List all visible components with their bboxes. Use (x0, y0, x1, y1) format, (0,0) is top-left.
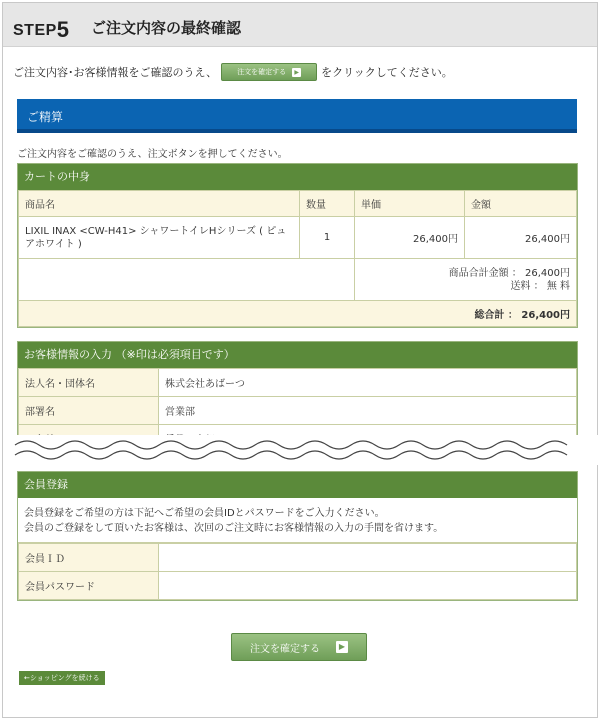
total-row (19, 301, 577, 327)
col-qty: 数量 (300, 191, 355, 217)
member-title: 会員登録 (18, 472, 577, 498)
subtotal-cell (355, 259, 577, 301)
step-header (3, 3, 597, 47)
step-label (13, 15, 70, 41)
member-panel (17, 471, 578, 601)
row-value: 営業部 (159, 397, 577, 425)
table-row (19, 544, 577, 572)
member-table (18, 543, 577, 600)
instruction-text: ご注文内容をご確認のうえ、注文ボタンを押してください。 (17, 149, 288, 160)
subtotal-spacer (19, 259, 355, 301)
product-name: LIXIL INAX <CW-H41> シャワートイレHシリーズ ( ピュアホワイト ) (19, 217, 300, 259)
total-label: 総合計 ： (474, 310, 518, 321)
subtotal-value: 26,400円 (525, 267, 570, 279)
member-id-field[interactable] (159, 544, 577, 572)
cart-table (18, 190, 577, 327)
cart-panel (17, 163, 578, 328)
quantity: 1 (300, 217, 355, 259)
step-text: STEP (13, 22, 57, 39)
play-icon: ▶ (336, 641, 348, 653)
page-frame (2, 2, 598, 718)
amount: 26,400円 (465, 217, 577, 259)
inline-confirm-button[interactable] (221, 63, 317, 81)
col-amount: 金額 (465, 191, 577, 217)
play-icon: ▶ (292, 68, 301, 77)
intro-after: をクリックしてください。 (321, 66, 453, 79)
section-title: ご精算 (27, 110, 64, 124)
member-text-2: 会員のご登録をして頂いたお客様は、次回のご注文時にお客様情報の入力の手間を省けます。 (24, 523, 444, 534)
total-value: 26,400円 (521, 310, 570, 321)
wave-divider-icon (3, 435, 599, 465)
continue-shopping-button[interactable] (19, 671, 105, 685)
row-value: 株式会社あばーつ (159, 369, 577, 397)
confirm-order-label: 注文を確定する (250, 643, 320, 655)
unit-price: 26,400円 (355, 217, 465, 259)
continue-shopping-label: ショッピングを続ける (29, 674, 100, 682)
confirm-order-button[interactable] (231, 633, 367, 661)
page-title: ご注文内容の最終確認 (91, 19, 242, 37)
inline-confirm-label: 注文を確定する (237, 68, 287, 76)
row-label: 部署名 (19, 397, 159, 425)
member-description (18, 498, 577, 543)
table-row (19, 572, 577, 600)
shipping-label: 送料 ： (510, 280, 544, 292)
table-row (19, 217, 577, 259)
intro-text (13, 63, 453, 81)
table-row (19, 397, 577, 425)
arrow-left-icon: ← (24, 674, 30, 682)
customer-title: お客様情報の入力 （※印は必須項目です） (18, 342, 577, 368)
shipping-value: 無 料 (546, 280, 570, 292)
total-cell (19, 301, 577, 327)
row-label: 法人名・団体名 (19, 369, 159, 397)
section-bar (17, 99, 577, 133)
member-password-label: 会員パスワード (19, 572, 159, 600)
subtotal-row (19, 259, 577, 301)
member-password-field[interactable] (159, 572, 577, 600)
subtotal-label: 商品合計金額 ： (448, 267, 522, 279)
step-number: 5 (56, 17, 70, 42)
member-id-label: 会員ＩＤ (19, 544, 159, 572)
torn-edge-divider (3, 435, 599, 465)
member-text-1: 会員登録をご希望の方は下記へご希望の会員IDとパスワードをご入力ください。 (24, 508, 385, 519)
col-unit-price: 単価 (355, 191, 465, 217)
table-row (19, 369, 577, 397)
col-product: 商品名 (19, 191, 300, 217)
cart-title: カートの中身 (18, 164, 577, 190)
intro-before: ご注文内容･お客様情報をご確認のうえ、 (13, 66, 218, 79)
